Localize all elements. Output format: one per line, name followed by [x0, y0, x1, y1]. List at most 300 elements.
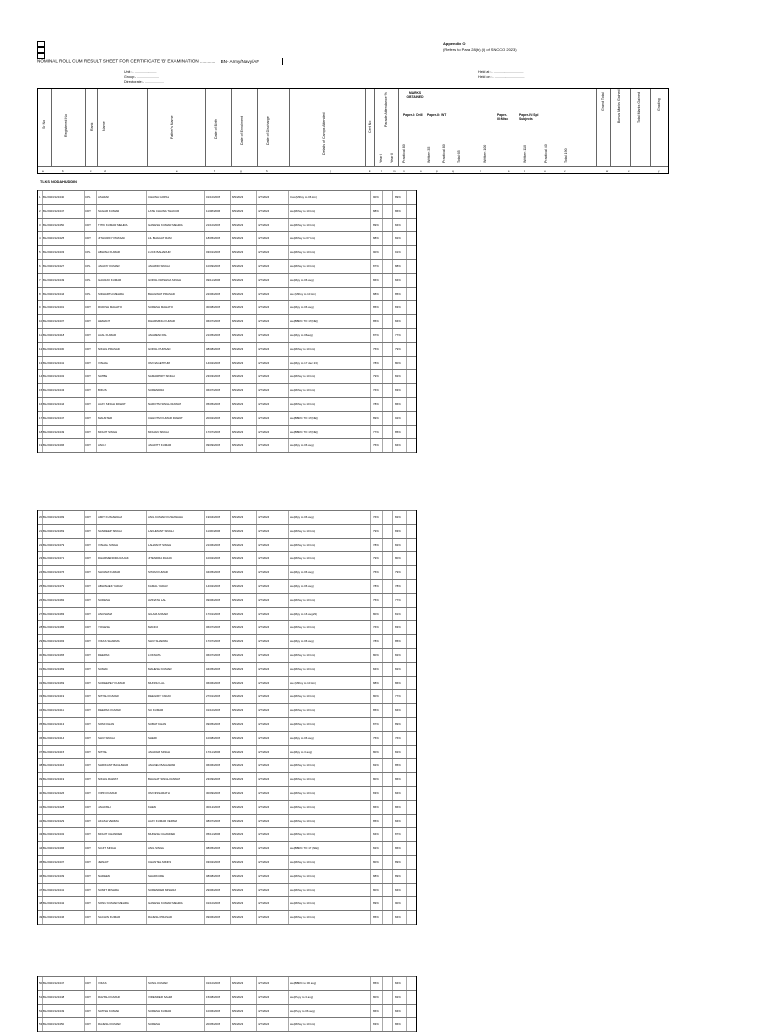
- cell-father: GANESH KUMAR MEHRA: [148, 901, 183, 906]
- cell-divider: [230, 205, 231, 218]
- cell-rank: CPL: [85, 263, 91, 268]
- cell-divider: [96, 205, 97, 218]
- cell-divider: [392, 608, 393, 621]
- cell-sno: 12: [39, 346, 43, 351]
- cell-name: VIKAS: [98, 981, 107, 985]
- hdr-bonus1: Bonus Marks Gained: [617, 89, 621, 123]
- cell-rank: CDT: [85, 981, 91, 985]
- cell-divider: [370, 815, 371, 828]
- appendix-ref: (Refers to Para 28(b) (i) of SNCCO 2023): [443, 47, 517, 52]
- cell-father: OM NAGETPURI: [148, 360, 171, 365]
- cell-divider: [382, 690, 383, 703]
- cell-dob: 06/07/2006: [206, 319, 221, 324]
- cell-divider: [230, 690, 231, 703]
- cell-sno: 28: [39, 625, 43, 630]
- cell-dob: 01/10/2006: [206, 981, 221, 985]
- cell-name: NIKHIL RAWAT: [98, 777, 119, 782]
- hdr-col-doe: [232, 89, 258, 166]
- cell-divider: [288, 301, 289, 314]
- cell-divider: [230, 525, 231, 538]
- cell-year1: 79%: [373, 528, 379, 533]
- cell-divider: [392, 566, 393, 579]
- cell-divider: [370, 232, 371, 245]
- cell-rank: CDT: [85, 901, 91, 906]
- cell-year1: 88%: [373, 291, 379, 296]
- cell-dob: 06/07/2006: [206, 388, 221, 393]
- cell-name: NITISH: [98, 749, 108, 754]
- cell-father: DHARMING KUMAR: [148, 319, 175, 324]
- cell-divider: [230, 370, 231, 383]
- column-letter: u: [544, 169, 546, 173]
- cell-divider: [288, 759, 289, 772]
- cell-divider: [406, 718, 407, 731]
- cell-year2: 84%: [395, 1008, 401, 1013]
- cell-year2: 85%: [395, 429, 401, 434]
- cell-divider: [204, 412, 205, 425]
- cell-divider: [288, 539, 289, 552]
- cell-divider: [96, 991, 97, 1004]
- cell-reg-no: BL/2023/123493: [43, 639, 65, 644]
- cell-dod: 4/7/2024: [258, 901, 270, 906]
- cell-divider: [288, 552, 289, 565]
- cell-divider: [370, 884, 371, 897]
- cell-divider: [256, 991, 257, 1004]
- cell-divider: [370, 897, 371, 910]
- cell-camps: we(Mthsy to 10 km): [290, 873, 316, 878]
- cell-name: DEEPAK KUMAR: [98, 708, 121, 713]
- cell-divider: [96, 732, 97, 745]
- cell-divider: [382, 246, 383, 259]
- cell-camps: we(Mthsy to 10 km): [290, 804, 316, 809]
- cell-divider: [204, 787, 205, 800]
- cell-divider: [204, 205, 205, 218]
- hdr-col-rank: [86, 89, 98, 166]
- table-row: [38, 204, 416, 218]
- cell-divider: [288, 635, 289, 648]
- table-row: [38, 772, 416, 786]
- cell-divider: [382, 621, 383, 634]
- table-row: [38, 190, 416, 204]
- cell-divider: [96, 718, 97, 731]
- cell-divider: [230, 315, 231, 328]
- cell-divider: [256, 608, 257, 621]
- column-letter: q: [452, 169, 454, 173]
- cell-year1: 83%: [373, 1022, 379, 1027]
- cell-divider: [230, 787, 231, 800]
- cell-divider: [230, 911, 231, 924]
- cell-divider: [230, 191, 231, 204]
- hdr-col-camps: [290, 89, 366, 166]
- cell-name: RAVISH KUMAR: [98, 994, 120, 999]
- cell-year2: 82%: [395, 542, 401, 547]
- cell-divider: [96, 274, 97, 287]
- cell-year2: 84%: [395, 443, 401, 448]
- cell-divider: [230, 991, 231, 1004]
- cell-divider: [230, 677, 231, 690]
- cell-divider: [146, 704, 147, 717]
- cell-doe: 8/9/2023: [232, 429, 244, 434]
- cell-divider: [382, 842, 383, 855]
- cell-divider: [204, 274, 205, 287]
- cell-divider: [230, 566, 231, 579]
- cell-dod: 4/7/2024: [258, 388, 270, 393]
- cell-sno: 6: [39, 263, 41, 268]
- table-row: [38, 328, 416, 342]
- cell-dob: 10/02/2006: [206, 556, 221, 561]
- cell-year1: 89%: [373, 901, 379, 906]
- cell-reg-no: BL/2023/123449: [43, 429, 65, 434]
- cell-divider: [256, 594, 257, 607]
- cell-divider: [288, 329, 289, 342]
- cell-sno: 1: [39, 195, 41, 199]
- table-row: [38, 259, 416, 273]
- cell-year2: 82%: [395, 374, 401, 379]
- cell-father: JAGMENI PAL: [148, 332, 167, 337]
- cell-divider: [146, 357, 147, 370]
- cell-sno: 22: [39, 542, 43, 547]
- cell-reg-no: BL/2023/123426: [43, 790, 65, 795]
- cell-sno: 16: [39, 401, 43, 406]
- cell-year2: 86%: [395, 804, 401, 809]
- table-row: [38, 620, 416, 634]
- cell-divider: [204, 511, 205, 524]
- cell-rank: CDT: [85, 846, 91, 851]
- cell-dod: 4/7/2024: [258, 680, 270, 685]
- cell-divider: [230, 329, 231, 342]
- cell-divider: [256, 746, 257, 759]
- cell-divider: [146, 329, 147, 342]
- cell-divider: [382, 801, 383, 814]
- cell-dob: 01/10/2006: [206, 708, 221, 713]
- cell-year1: 82%: [373, 763, 379, 768]
- cell-divider: [256, 897, 257, 910]
- cell-reg-no: BL/2023/123471: [43, 556, 65, 561]
- cell-year2: 90%: [395, 901, 401, 906]
- cell-doe: 8/9/2023: [232, 208, 244, 213]
- cell-divider: [392, 677, 393, 690]
- cell-divider: [256, 801, 257, 814]
- cell-year2: 79%: [395, 346, 401, 351]
- cell-divider: [288, 690, 289, 703]
- cell-divider: [96, 842, 97, 855]
- cell-sno: 14: [39, 374, 43, 379]
- cell-divider: [230, 746, 231, 759]
- column-letter: b: [62, 169, 64, 173]
- cell-father: AJAY KUMAR VERMA: [148, 818, 178, 823]
- cell-rank: CPL: [85, 291, 91, 296]
- cell-year2: 84%: [395, 708, 401, 713]
- cell-year1: 88%: [373, 873, 379, 878]
- cell-divider: [146, 343, 147, 356]
- cell-year1: 77%: [373, 429, 379, 434]
- cell-dod: 4/7/2024: [258, 859, 270, 864]
- cell-divider: [406, 525, 407, 538]
- cell-divider: [288, 525, 289, 538]
- cell-rank: CDT: [85, 222, 91, 227]
- cell-camps: we(Mthsy to 07 km): [290, 236, 316, 241]
- cell-divider: [230, 439, 231, 452]
- cell-year1: 75%: [373, 346, 379, 351]
- cell-father: NAROTM SINGH RAWAT: [148, 401, 182, 406]
- hdr-col-cert: [366, 89, 375, 166]
- cell-divider: [256, 787, 257, 800]
- cell-dob: 21/05/2006: [206, 332, 221, 337]
- cell-divider: [230, 539, 231, 552]
- cell-dod: 4/7/2024: [258, 597, 270, 602]
- hdr-paper1: Paper-I: Drill: [403, 113, 423, 117]
- cell-divider: [382, 580, 383, 593]
- cell-year1: 75%: [373, 735, 379, 740]
- cell-divider: [230, 384, 231, 397]
- cell-divider: [406, 384, 407, 397]
- cell-sno: 41: [39, 804, 43, 809]
- column-letter-row: [38, 166, 668, 176]
- cell-divider: [406, 260, 407, 273]
- cell-divider: [406, 732, 407, 745]
- cell-camps: we(Mthsy to 10 km): [290, 790, 316, 795]
- cell-divider: [256, 842, 257, 855]
- title-text: NOMINAL ROLL CUM RESULT SHEET FOR CERTIFICATE 'B' EXAMINATION: [37, 58, 199, 64]
- cell-divider: [146, 991, 147, 1004]
- column-letter: t: [524, 169, 525, 173]
- hdr-col-marks: [399, 89, 597, 166]
- cell-divider: [146, 1005, 147, 1018]
- cell-year1: 84%: [373, 832, 379, 837]
- cell-divider: [406, 301, 407, 314]
- cell-doe: 8/9/2023: [232, 652, 244, 657]
- cell-divider: [392, 315, 393, 328]
- cell-father: BHAGAT SINGH RAWAT: [148, 777, 181, 782]
- cell-camps: we(Mthsy to 10 km): [290, 832, 316, 837]
- cell-divider: [96, 801, 97, 814]
- cell-divider: [382, 746, 383, 759]
- result-table-page-2: [37, 510, 417, 925]
- cell-sno: 53: [39, 1022, 43, 1027]
- cell-camps: we(PLpy to 06 avg): [290, 1008, 315, 1013]
- cell-divider: [256, 357, 257, 370]
- text-cursor: [282, 58, 283, 65]
- cell-name: SUDESH: [98, 597, 111, 602]
- cell-dob: 06/06/2006: [206, 680, 221, 685]
- cell-divider: [96, 343, 97, 356]
- cell-divider: [230, 842, 231, 855]
- cell-year2: 84%: [395, 981, 401, 985]
- cell-rank: CDT: [85, 873, 91, 878]
- cell-divider: [370, 718, 371, 731]
- cell-divider: [370, 191, 371, 204]
- cell-divider: [370, 870, 371, 883]
- cell-year2: 86%: [395, 846, 401, 851]
- cell-divider: [406, 856, 407, 869]
- cell-divider: [146, 412, 147, 425]
- cell-dod: 4/7/2024: [258, 666, 270, 671]
- cell-divider: [370, 608, 371, 621]
- cell-divider: [204, 991, 205, 1004]
- cell-divider: [146, 219, 147, 232]
- cell-name: SUDEEPEY KUMAR: [98, 680, 125, 685]
- cell-divider: [288, 677, 289, 690]
- cell-name: RUDISH MAHATO: [98, 305, 122, 310]
- column-letter: m: [393, 169, 396, 173]
- cell-father: SHERI: [148, 735, 157, 740]
- cell-name: DEEPAK: [98, 652, 110, 657]
- cell-rank: CDT: [85, 887, 91, 892]
- cell-father: OM NISSARATH: [148, 790, 170, 795]
- table-row: [38, 976, 416, 990]
- cell-year1: 80%: [373, 859, 379, 864]
- cell-divider: [288, 884, 289, 897]
- cell-dob: 20/05/2006: [206, 1022, 221, 1027]
- cell-divider: [204, 191, 205, 204]
- cell-father: GOPAL PURSAD: [148, 346, 171, 351]
- cell-rank: CDT: [85, 515, 91, 519]
- cell-divider: [370, 384, 371, 397]
- cell-dob: 09/11/2006: [206, 277, 221, 282]
- cell-sno: 42: [39, 818, 43, 823]
- cell-year1: 82%: [373, 846, 379, 851]
- cell-divider: [146, 205, 147, 218]
- table-row: [38, 703, 416, 717]
- cell-father: SAMARPRIT SINGH: [148, 374, 175, 379]
- cell-divider: [256, 718, 257, 731]
- hdr-col-father: [148, 89, 206, 166]
- cell-divider: [370, 649, 371, 662]
- cell-divider: [392, 870, 393, 883]
- cell-rank: CDT: [85, 374, 91, 379]
- cell-divider: [406, 594, 407, 607]
- cell-reg-no: BL/2023/123448: [43, 994, 65, 999]
- cell-divider: [288, 426, 289, 439]
- cell-divider: [392, 828, 393, 841]
- cell-divider: [146, 746, 147, 759]
- cell-divider: [230, 426, 231, 439]
- cell-father: CHANTEL MINKS: [148, 859, 172, 864]
- cell-camps: we(Mthsy to 10 km): [290, 222, 316, 227]
- cell-divider: [204, 608, 205, 621]
- cell-rank: CDT: [85, 721, 91, 726]
- cell-divider: [96, 439, 97, 452]
- cell-sno: 8: [39, 291, 41, 296]
- cell-name: AJAL KUMAR: [98, 332, 117, 337]
- cell-divider: [406, 828, 407, 841]
- title-dots: ............: [200, 58, 216, 64]
- hdr-written100: Written 100: [483, 144, 487, 163]
- cell-father: SURESH MAHATO: [148, 305, 173, 310]
- cell-divider: [288, 732, 289, 745]
- cell-doe: 8/9/2023: [232, 915, 244, 920]
- cell-divider: [204, 288, 205, 301]
- cell-father: GOPAL KRISHNA SINGH: [148, 277, 182, 282]
- cell-divider: [370, 205, 371, 218]
- cell-divider: [204, 1018, 205, 1031]
- cell-divider: [392, 412, 393, 425]
- cell-divider: [230, 232, 231, 245]
- cell-divider: [370, 343, 371, 356]
- cell-divider: [256, 977, 257, 990]
- table-row: [38, 397, 416, 411]
- cell-doe: 8/9/2023: [232, 332, 244, 337]
- cell-sno: 40: [39, 790, 43, 795]
- cell-dod: 4/7/2024: [258, 832, 270, 837]
- cell-doe: 8/9/2023: [232, 236, 244, 241]
- meta-left: [124, 70, 164, 85]
- cell-sno: 17: [39, 415, 43, 420]
- cell-doe: 8/9/2023: [232, 832, 244, 837]
- cell-sno: 25: [39, 583, 43, 588]
- cell-name: AMIT KUSHWAHA: [98, 515, 123, 519]
- cell-divider: [204, 246, 205, 259]
- cell-divider: [146, 977, 147, 990]
- cell-divider: [256, 911, 257, 924]
- cell-divider: [382, 370, 383, 383]
- cell-dob: 19/04/2006: [206, 515, 221, 519]
- cell-divider: [392, 343, 393, 356]
- cell-divider: [230, 343, 231, 356]
- cell-divider: [146, 690, 147, 703]
- cell-divider: [256, 329, 257, 342]
- cell-dob: 21/06/2006: [206, 542, 221, 547]
- hdr-doe: Date of Enrolment: [240, 116, 244, 145]
- cell-divider: [370, 288, 371, 301]
- cell-divider: [382, 288, 383, 301]
- cell-reg-no: BL/2023/123441: [43, 887, 65, 892]
- cell-doe: 8/9/2023: [232, 250, 244, 255]
- table-row: [38, 786, 416, 800]
- cell-dod: 4/7/2024: [258, 708, 270, 713]
- cell-rank: CDT: [85, 652, 91, 657]
- cell-year1: 80%: [373, 887, 379, 892]
- cell-name: SATBE: [98, 374, 108, 379]
- cell-divider: [392, 1018, 393, 1031]
- cell-divider: [406, 884, 407, 897]
- cell-name: ABHISHEK YADAV: [98, 583, 123, 588]
- cell-father: MAHESH KUMAR: [148, 666, 172, 671]
- cell-rank: CPL: [85, 250, 91, 255]
- cell-divider: [406, 191, 407, 204]
- cell-year2: 89%: [395, 721, 401, 726]
- cell-year2: 89%: [395, 859, 401, 864]
- cell-divider: [96, 746, 97, 759]
- cell-camps: we(Mthsy to 10 km): [290, 915, 316, 920]
- cell-camps: we(Mpy to 06 avg): [290, 735, 314, 740]
- cell-reg-no: BL/2023/123449: [43, 277, 65, 282]
- cell-divider: [230, 977, 231, 990]
- cell-divider: [96, 773, 97, 786]
- cell-divider: [256, 649, 257, 662]
- cell-dob: 05/11/2006: [206, 832, 221, 837]
- cell-divider: [288, 398, 289, 411]
- table-row: [38, 510, 416, 524]
- cell-reg-no: BL/2023/123411: [43, 708, 65, 713]
- cell-dod: 4/7/2024: [258, 981, 270, 985]
- hdr-col-bonus2: [631, 89, 651, 166]
- cell-divider: [230, 219, 231, 232]
- cell-divider: [256, 191, 257, 204]
- cell-dob: 10/08/2006: [206, 735, 221, 740]
- cell-year2: 83%: [395, 388, 401, 393]
- cell-divider: [146, 828, 147, 841]
- cell-year2: 80%: [395, 556, 401, 561]
- cell-father: JAGMIDI SINGH: [148, 263, 170, 268]
- cell-divider: [406, 911, 407, 924]
- cell-year1: 75%: [373, 570, 379, 575]
- cell-divider: [392, 439, 393, 452]
- cell-divider: [256, 315, 257, 328]
- table-row: [38, 551, 416, 565]
- cell-divider: [204, 357, 205, 370]
- cell-year1: 87%: [373, 721, 379, 726]
- cell-divider: [256, 1005, 257, 1018]
